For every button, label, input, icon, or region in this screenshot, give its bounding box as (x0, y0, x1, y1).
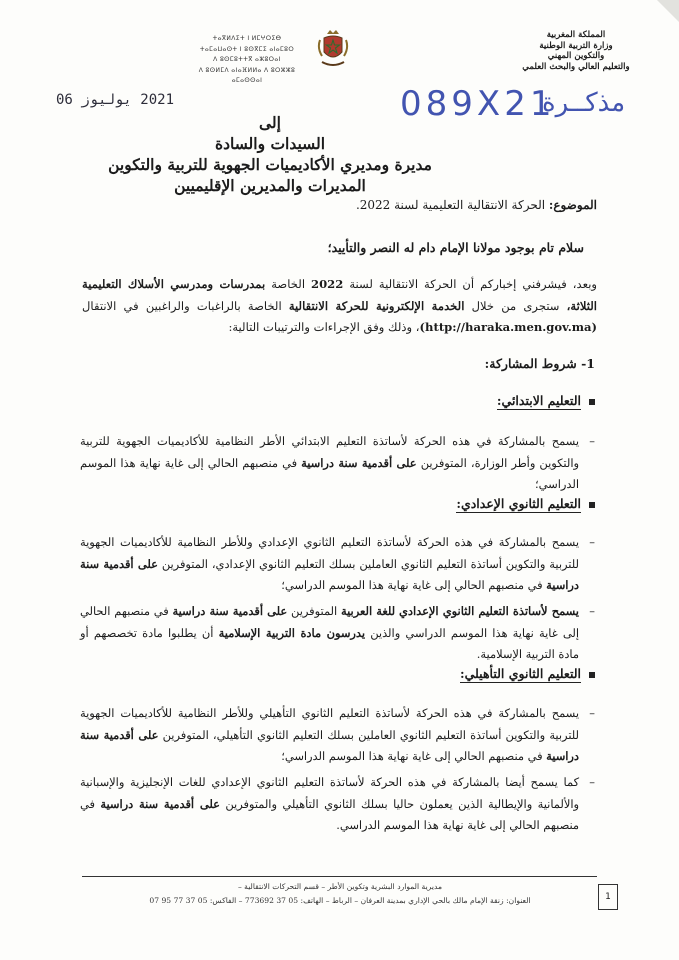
item-text: يسمح بالمشاركة في هذه الحركة لأساتذة التعليم الابتدائي الأطر النظامية للأكاديميات الجهوية للتربية والتكوين وأطر الوزارة، المتوفرين (80, 434, 580, 470)
header-line: وزارة التربية الوطنية (539, 40, 613, 51)
dash-bullet-icon: – (589, 706, 595, 720)
item-text: المتوفرين (291, 604, 338, 618)
item-text: يسمح بالمشاركة في هذه الحركة لأساتذة التعليم الثانوي التأهيلي وللأطر النظامية للأكاديميات الجهوية للتربية والتكوين أساتذة التعليم الثانوي العاملين بسلك التعليم الثانوي التأهيلي، المتوفرين (80, 706, 580, 742)
subsection-title-primary (497, 393, 595, 408)
header-line: المملكة المغربية (546, 30, 606, 40)
ministry-header-tifinagh (188, 34, 306, 87)
item-bold: يسمح لأساتذة التعليم الثانوي الإعدادي (398, 604, 579, 618)
intro-text: الخاصة (271, 277, 306, 291)
item-text: في منصبهم الحالي إلى غاية نهاية هذا الموسم الدراسي والذين (80, 604, 580, 640)
dash-bullet-icon: – (589, 604, 595, 618)
footer-line: العنوان: زنقة الإمام مالك بالحي الإداري بمدينة العرفان – الرباط – الهاتف: 05 37 773692 – الفاكس: 05 37 77 95 07 (149, 896, 531, 905)
item-text: في منصبهم الحالي إلى غاية نهاية هذا الموسم الدراسي؛ (80, 455, 579, 491)
footer (80, 880, 600, 908)
ministry-header-arabic (501, 30, 651, 72)
intro-text: وبعد، فيشرفني إخباركم أن الحركة الانتقالية لسنة (349, 277, 598, 291)
list-item (80, 703, 595, 768)
intro-text: ستجرى من خلال (471, 298, 560, 313)
item-text: في منصبهم الحالي إلى غاية نهاية هذا الموسم الدراسي؛ (281, 749, 543, 763)
footer-divider (82, 876, 597, 877)
intro-bold: بمدرسات ومدرسي الأسلاك التعليمية الثلاثة، (82, 277, 598, 313)
item-bold: على أقدمية سنة دراسية (172, 604, 288, 618)
list-item (80, 772, 595, 837)
intro-paragraph (82, 274, 597, 339)
item-text: كما يسمح أيضا بالمشاركة في هذه الحركة لأساتذة التعليم الثانوي الإعدادي للغات الإنجليزية والإسبانية والألمانية والإيطالية الذين يعملون حاليا بسلك الثانوي التأهيلي والمتوفرين (80, 775, 580, 811)
item-text: يسمح بالمشاركة في هذه الحركة لأساتذة التعليم الثانوي الإعدادي وللأطر النظامية للأكاديميات الجهوية للتربية والتكوين أساتذة التعليم الثانوي العاملين بسلك التعليم الثانوي الإعدادي، المتوفرين (80, 535, 579, 571)
subsection-title-text: التعليم الابتدائي: (496, 393, 581, 408)
subsection-title-upper-secondary (460, 666, 595, 681)
bullet-square-icon (589, 502, 595, 508)
list-item (80, 601, 595, 666)
list-item (80, 431, 595, 496)
bullet-square-icon (589, 672, 595, 678)
item-bold: للغة العربية (341, 604, 396, 618)
intro-text: الخاصة بالراغبات والراغبين في الانتقال (82, 298, 282, 313)
subsection-title-text: التعليم الثانوي التأهيلي: (460, 666, 581, 681)
subject-line (356, 198, 597, 212)
memo-number: 089X21 (400, 84, 556, 124)
header-line: ⵜⴰⵎⴰⵡⴰⵙⵜ ⵏ ⵓⵙⴳⵎⵉ ⴰⵏⴰⵎⵓⵔ (199, 45, 295, 53)
moroccan-coat-of-arms-icon (316, 28, 350, 72)
item-text: في منصبهم الحالي إلى غاية نهاية هذا الموسم الدراسي. (80, 796, 579, 832)
addressee-line: إلى (259, 113, 281, 132)
addressee-line: مديرة ومديري الأكاديميات الجهوية للتربية والتكوين (108, 155, 432, 174)
item-bold: على أقدمية سنة دراسية (301, 455, 417, 470)
dash-bullet-icon: – (589, 775, 595, 789)
subsection-title-text: التعليم الثانوي الإعدادي: (456, 496, 581, 511)
subject-label: الموضوع: (548, 198, 597, 212)
header-line: والتعليم العالي والبحث العلمي (522, 61, 630, 72)
greeting: سلام تام بوجود مولانا الإمام دام له النصر والتأييد؛ (327, 240, 584, 255)
header-line: ⴷ ⵓⵙⵎⵓⵜⵜⴳ ⴰⵣⵓⵔⴰⵏ (213, 56, 281, 63)
item-bold: على أقدمية سنة دراسية (80, 727, 579, 763)
addressee-line: المديرات والمديرين الإقليميين (174, 176, 366, 195)
page-corner-fold (657, 0, 679, 22)
item-text: في منصبهم الحالي إلى غاية نهاية هذا الموسم الدراسي؛ (281, 578, 543, 592)
intro-bold: الخدمة الإلكترونية للحركة الانتقالية (288, 298, 465, 313)
list-item (80, 532, 595, 597)
header-line: والتكوين المهني (547, 51, 605, 61)
footer-line: مديرية الموارد البشرية وتكوين الأطر – قسم التحركات الانتقالية – (237, 882, 443, 891)
subsection-title-lower-secondary (456, 496, 595, 511)
subject-text: الحركة الانتقالية التعليمية لسنة 2022. (355, 198, 546, 212)
dash-bullet-icon: – (589, 434, 595, 448)
intro-text: ، وذلك وفق الإجراءات والترتيبات التالية: (228, 320, 420, 334)
page-number: 1 (598, 884, 618, 910)
document-date: 2021 يوليوز 06 (56, 92, 175, 108)
addressee-block (90, 112, 450, 196)
item-bold: يدرسون مادة التربية الإسلامية (218, 625, 366, 640)
section-title: 1- شروط المشاركة: (484, 356, 595, 371)
intro-url: (http://haraka.men.gov.ma) (419, 320, 597, 334)
intro-year: 2022 (311, 277, 344, 291)
header-line: ⴷ ⵓⵙⵍⵎⴷ ⴰⵏⴰⴼⵍⵍⴰ ⴷ ⵓⵔⵣⵣⵓ ⴰⵎⴰⵙⵙⴰⵏ (198, 66, 296, 84)
item-bold: على أقدمية سنة دراسية (100, 796, 220, 811)
memo-stamp-word: مذكــرة (542, 88, 626, 118)
bullet-square-icon (589, 399, 595, 405)
header-line: ⵜⴰⴳⵍⴷⵉⵜ ⵏ ⵍⵎⵖⵔⵉⴱ (212, 35, 282, 42)
item-text: أن يطلبوا مادة تخصصهم أو مادة التربية الإسلامية. (80, 625, 579, 661)
dash-bullet-icon: – (589, 535, 595, 549)
addressee-line: السيدات والسادة (214, 134, 326, 153)
item-bold: على أقدمية سنة دراسية (80, 556, 579, 592)
